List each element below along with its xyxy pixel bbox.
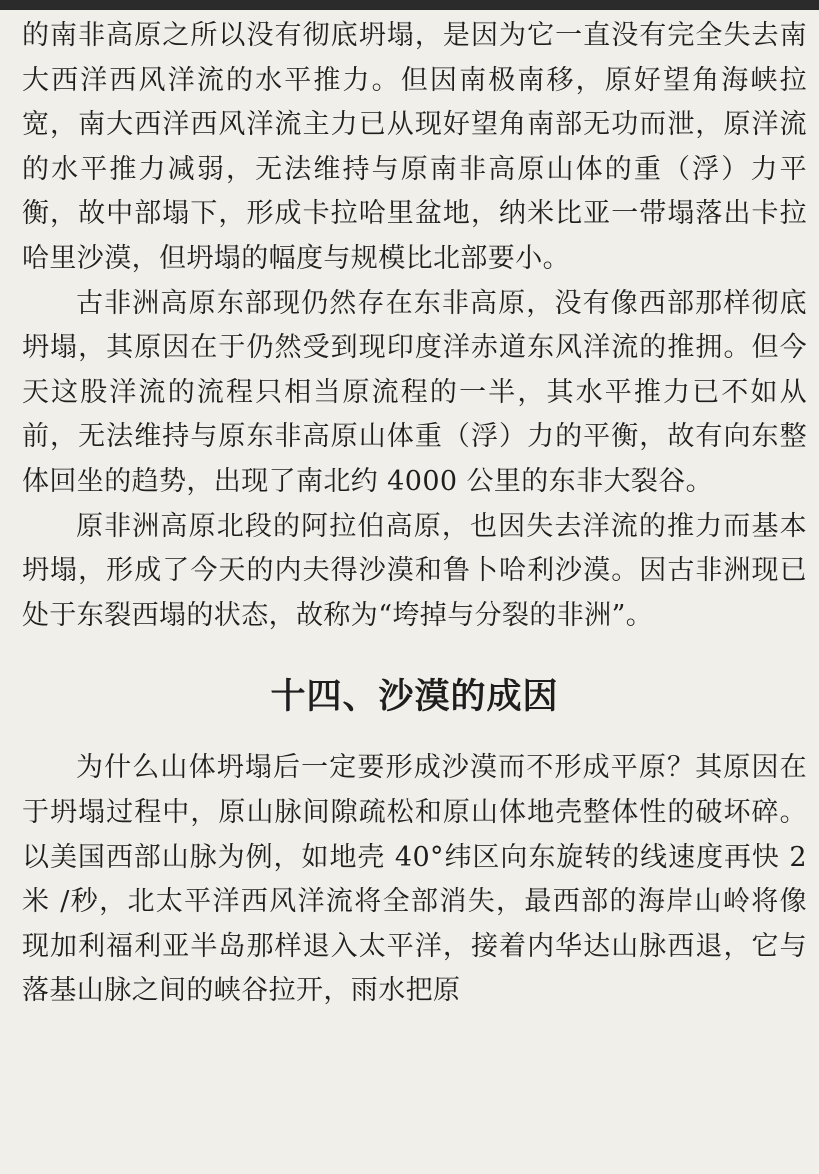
page-top-edge xyxy=(0,0,819,10)
paragraph-desert-formation: 为什么山体坍塌后一定要形成沙漠而不形成平原？其原因在于坍塌过程中，原山脉间隙疏松和原山体地壳整体性的破坏碎。以美国西部山脉为例，如地壳 40°纬区向东旋转的线速度再快 2 米 /秒，北太平洋西风洋流将全部消失，最西部的海岸山岭将像现加利福利亚半岛那样退入太平洋，接着内华达山脉西退，它与落基山脉之间的峡谷拉开，雨水把原 xyxy=(22,752,807,1007)
paragraph-south-africa-plateau: 的南非高原之所以没有彻底坍塌，是因为它一直没有完全失去南大西洋西风洋流的水平推力。但因南极南移，原好望角海峡拉宽，南大西洋西风洋流主力已从现好望角南部无功而泄，原洋流的水平推力减弱，无法维持与原南非高原山体的重（浮）力平衡，故中部塌下，形成卡拉哈里盆地，纳米比亚一带塌落出卡拉哈里沙漠，但坍塌的幅度与规模比北部要小。 xyxy=(22,20,807,274)
page-content xyxy=(22,14,807,1014)
paragraph-arabian-plateau: 原非洲高原北段的阿拉伯高原，也因失去洋流的推力而基本坍塌，形成了今天的内夫得沙漠和鲁卜哈利沙漠。因古非洲现已处于东裂西塌的状态，故称为“垮掉与分裂的非洲”。 xyxy=(22,510,807,631)
section-heading: 十四、沙漠的成因 xyxy=(270,676,559,718)
paragraph-east-africa-plateau: 古非洲高原东部现仍然存在东非高原，没有像西部那样彻底坍塌，其原因在于仍然受到现印度洋赤道东风洋流的推拥。但今天这股洋流的流程只相当原流程的一半，其水平推力已不如从前，无法维持与原东非高原山体重（浮）力的平衡，故有向东整体回坐的趋势，出现了南北约 4000 公里的东非大裂谷。 xyxy=(22,287,807,497)
